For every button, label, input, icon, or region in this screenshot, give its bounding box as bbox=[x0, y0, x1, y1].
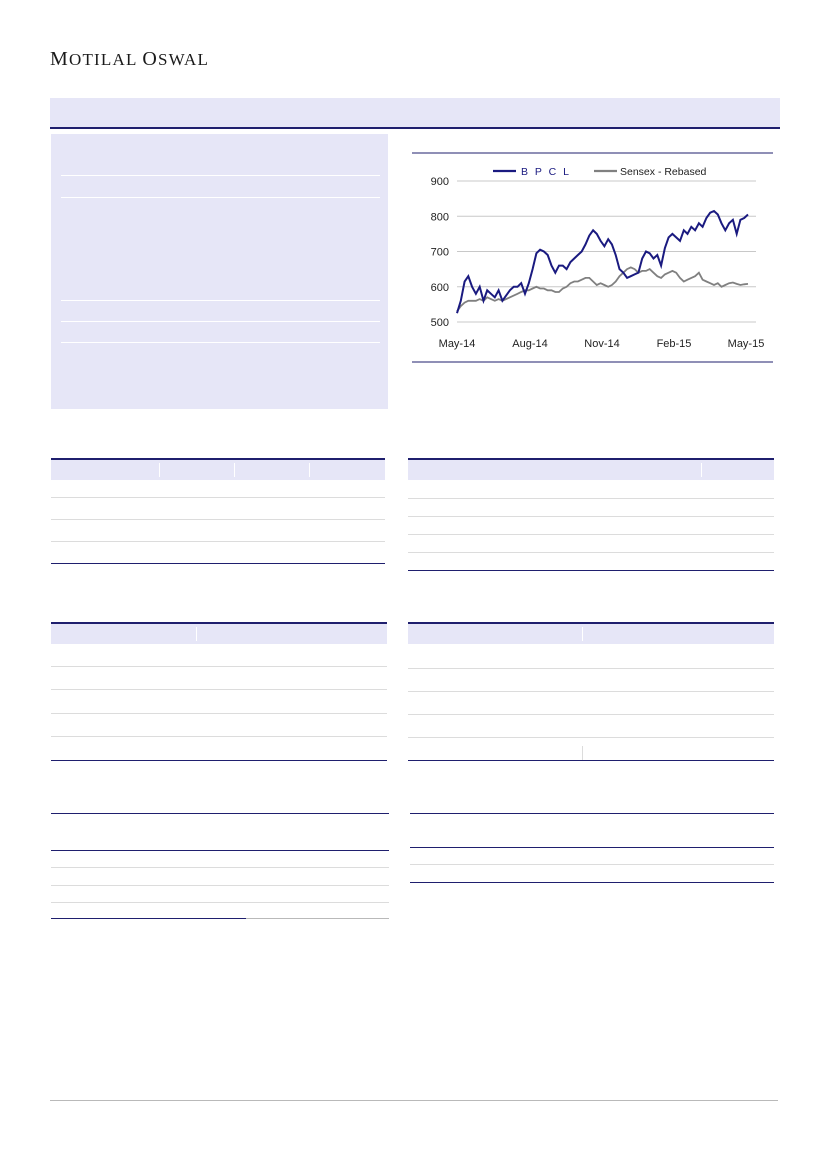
y-tick-label: 500 bbox=[430, 317, 449, 329]
table-row-divider bbox=[408, 714, 774, 715]
table-row-divider bbox=[51, 736, 387, 737]
table-bottom-border bbox=[408, 760, 774, 761]
table-column-divider bbox=[582, 746, 583, 760]
table-row-divider bbox=[408, 534, 774, 535]
table-row-divider bbox=[51, 867, 389, 868]
panel-divider bbox=[61, 321, 380, 322]
stock-performance-chart bbox=[405, 150, 780, 365]
table-row-divider bbox=[408, 668, 774, 669]
chart-x-axis bbox=[439, 338, 765, 350]
table-bottom-border bbox=[246, 918, 389, 919]
table-row-divider bbox=[51, 902, 389, 903]
table-row-divider bbox=[408, 552, 774, 553]
table-row-divider bbox=[410, 864, 774, 865]
table-top-border bbox=[410, 813, 774, 814]
chart-y-axis bbox=[431, 176, 449, 329]
table-row-divider bbox=[51, 541, 385, 542]
table-header-border bbox=[410, 847, 774, 848]
x-tick-label: Nov-14 bbox=[584, 338, 620, 350]
table-bottom-border bbox=[51, 760, 387, 761]
table-header-border bbox=[51, 850, 389, 851]
table-row-divider bbox=[51, 885, 389, 886]
x-tick-label: Aug-14 bbox=[512, 338, 548, 350]
table-row-divider bbox=[51, 497, 385, 498]
table-row-divider bbox=[51, 689, 387, 690]
table-top-border bbox=[51, 813, 389, 814]
table-header-holders bbox=[408, 458, 774, 480]
y-tick-label: 800 bbox=[430, 211, 449, 224]
panel-divider bbox=[61, 342, 380, 343]
company-logo: MOTILAL OSWAL bbox=[50, 48, 210, 70]
table-header-functionality bbox=[51, 622, 387, 644]
x-tick-label: May-15 bbox=[727, 338, 765, 350]
table-bottom-border bbox=[408, 570, 774, 571]
table-row-divider bbox=[51, 713, 387, 714]
panel-divider bbox=[61, 175, 380, 176]
table-row-divider bbox=[408, 498, 774, 499]
table-bottom-border bbox=[51, 563, 385, 564]
table-bottom-border bbox=[51, 918, 246, 919]
panel-divider bbox=[61, 197, 380, 198]
footer-rule bbox=[50, 1100, 778, 1101]
legend-sensex-label: Sensex - Rebased bbox=[620, 166, 707, 178]
table-header-consensus bbox=[408, 622, 774, 644]
x-tick-label: Feb-15 bbox=[656, 338, 692, 350]
table-header-shareholding bbox=[51, 458, 385, 480]
title-banner bbox=[50, 98, 780, 129]
table-row-divider bbox=[408, 737, 774, 738]
y-tick-label: 700 bbox=[430, 246, 449, 259]
y-tick-label: 600 bbox=[430, 281, 449, 294]
company-info-panel bbox=[51, 134, 388, 409]
table-row-divider bbox=[51, 519, 385, 520]
table-row-divider bbox=[408, 516, 774, 517]
y-tick-label: 900 bbox=[430, 176, 449, 188]
panel-divider bbox=[61, 300, 380, 301]
x-tick-label: May-14 bbox=[438, 338, 476, 350]
series-line-sensex bbox=[457, 267, 748, 311]
table-row-divider bbox=[408, 691, 774, 692]
table-bottom-border bbox=[410, 882, 774, 883]
table-row-divider bbox=[51, 666, 387, 667]
legend-bpcl-label: B P C L bbox=[521, 166, 571, 178]
series-line-bpcl bbox=[457, 211, 748, 313]
